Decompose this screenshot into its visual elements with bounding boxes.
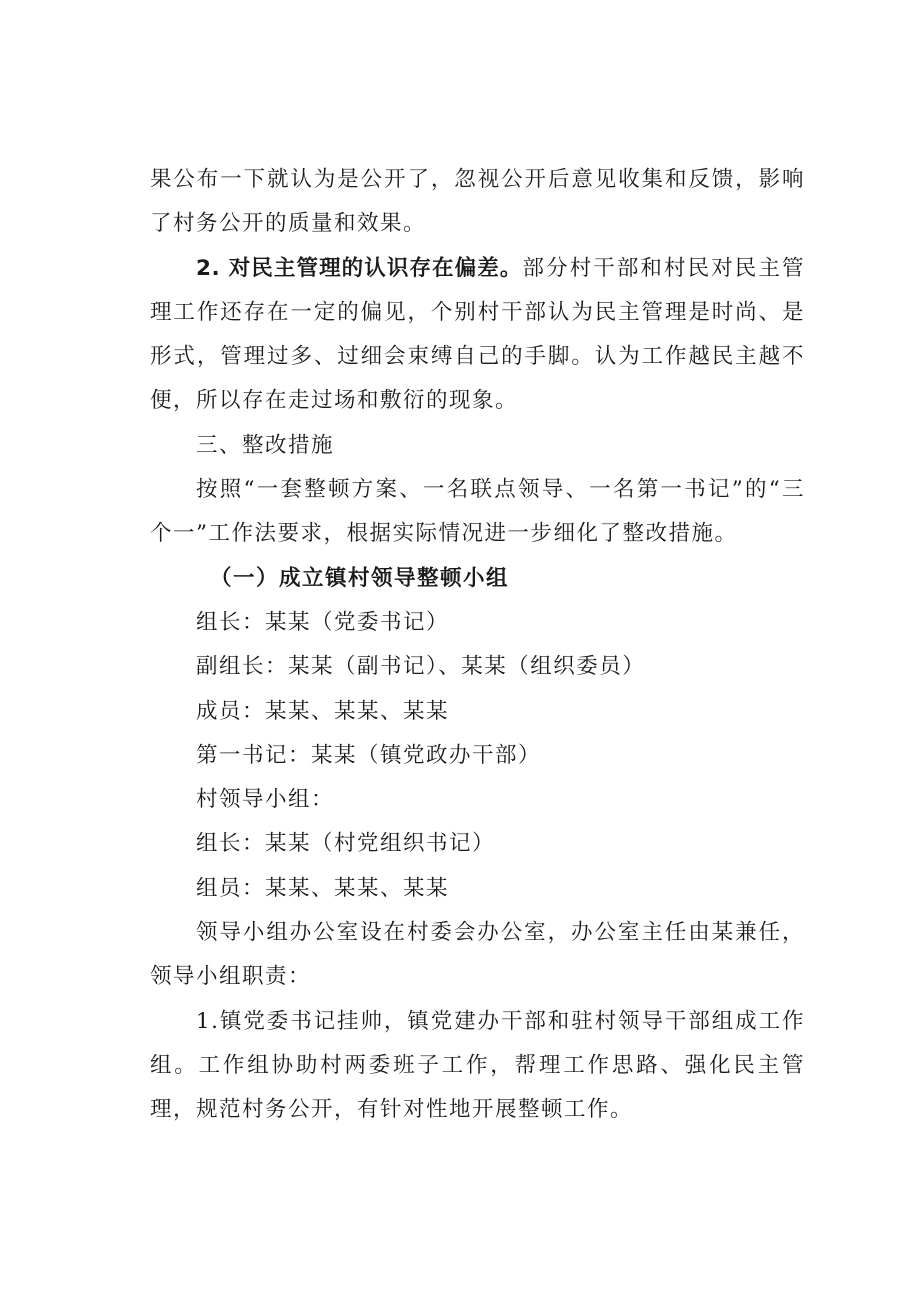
section-3-intro: 按照“一套整顿方案、一名联点领导、一名第一书记”的“三个一”工作法要求，根据实际情况进一步细化了整改措施。 bbox=[150, 477, 805, 547]
member-deputy-leader: 副组长：某某（副书记）、某某（组织委员） bbox=[196, 654, 646, 680]
member-leader: 组长：某某（党委书记） bbox=[196, 609, 450, 635]
document-body bbox=[150, 158, 805, 1133]
section-3-heading: 三、整改措施 bbox=[196, 432, 335, 458]
member-first-secretary: 第一书记：某某（镇党政办干部） bbox=[196, 742, 542, 768]
village-group-leader: 组长：某某（村党组织书记） bbox=[196, 831, 496, 857]
member-members: 成员：某某、某某、某某 bbox=[196, 698, 450, 724]
duty-1-paragraph: 1.镇党委书记挂帅，镇党建办干部和驻村领导干部组成工作组。工作组协助村两委班子工作，帮理工作思路、强化民主管理，规范村务公开，有针对性地开展整顿工作。 bbox=[150, 1008, 805, 1123]
village-group-label: 村领导小组： bbox=[196, 787, 335, 813]
village-group-members: 组员：某某、某某、某某 bbox=[196, 875, 450, 901]
paragraph-point-2 bbox=[150, 247, 805, 424]
subsection-1-heading: （一）成立镇村领导整顿小组 bbox=[210, 565, 510, 591]
office-paragraph: 领导小组办公室设在村委会办公室，办公室主任由某兼任，领导小组职责： bbox=[150, 920, 805, 990]
paragraph-continuation: 果公布一下就认为是公开了，忽视公开后意见收集和反馈，影响了村务公开的质量和效果。 bbox=[150, 167, 805, 237]
point-2-lead: 2. 对民主管理的认识存在偏差。 bbox=[196, 255, 523, 281]
point-2-text: 部分村干部和村民对民主管理工作还存在一定的偏见，个别村干部认为民主管理是时尚、是形式，管理过多、过细会束缚自己的手脚。认为工作越民主越不便，所以存在走过场和敷衍的现象。 bbox=[150, 255, 805, 414]
